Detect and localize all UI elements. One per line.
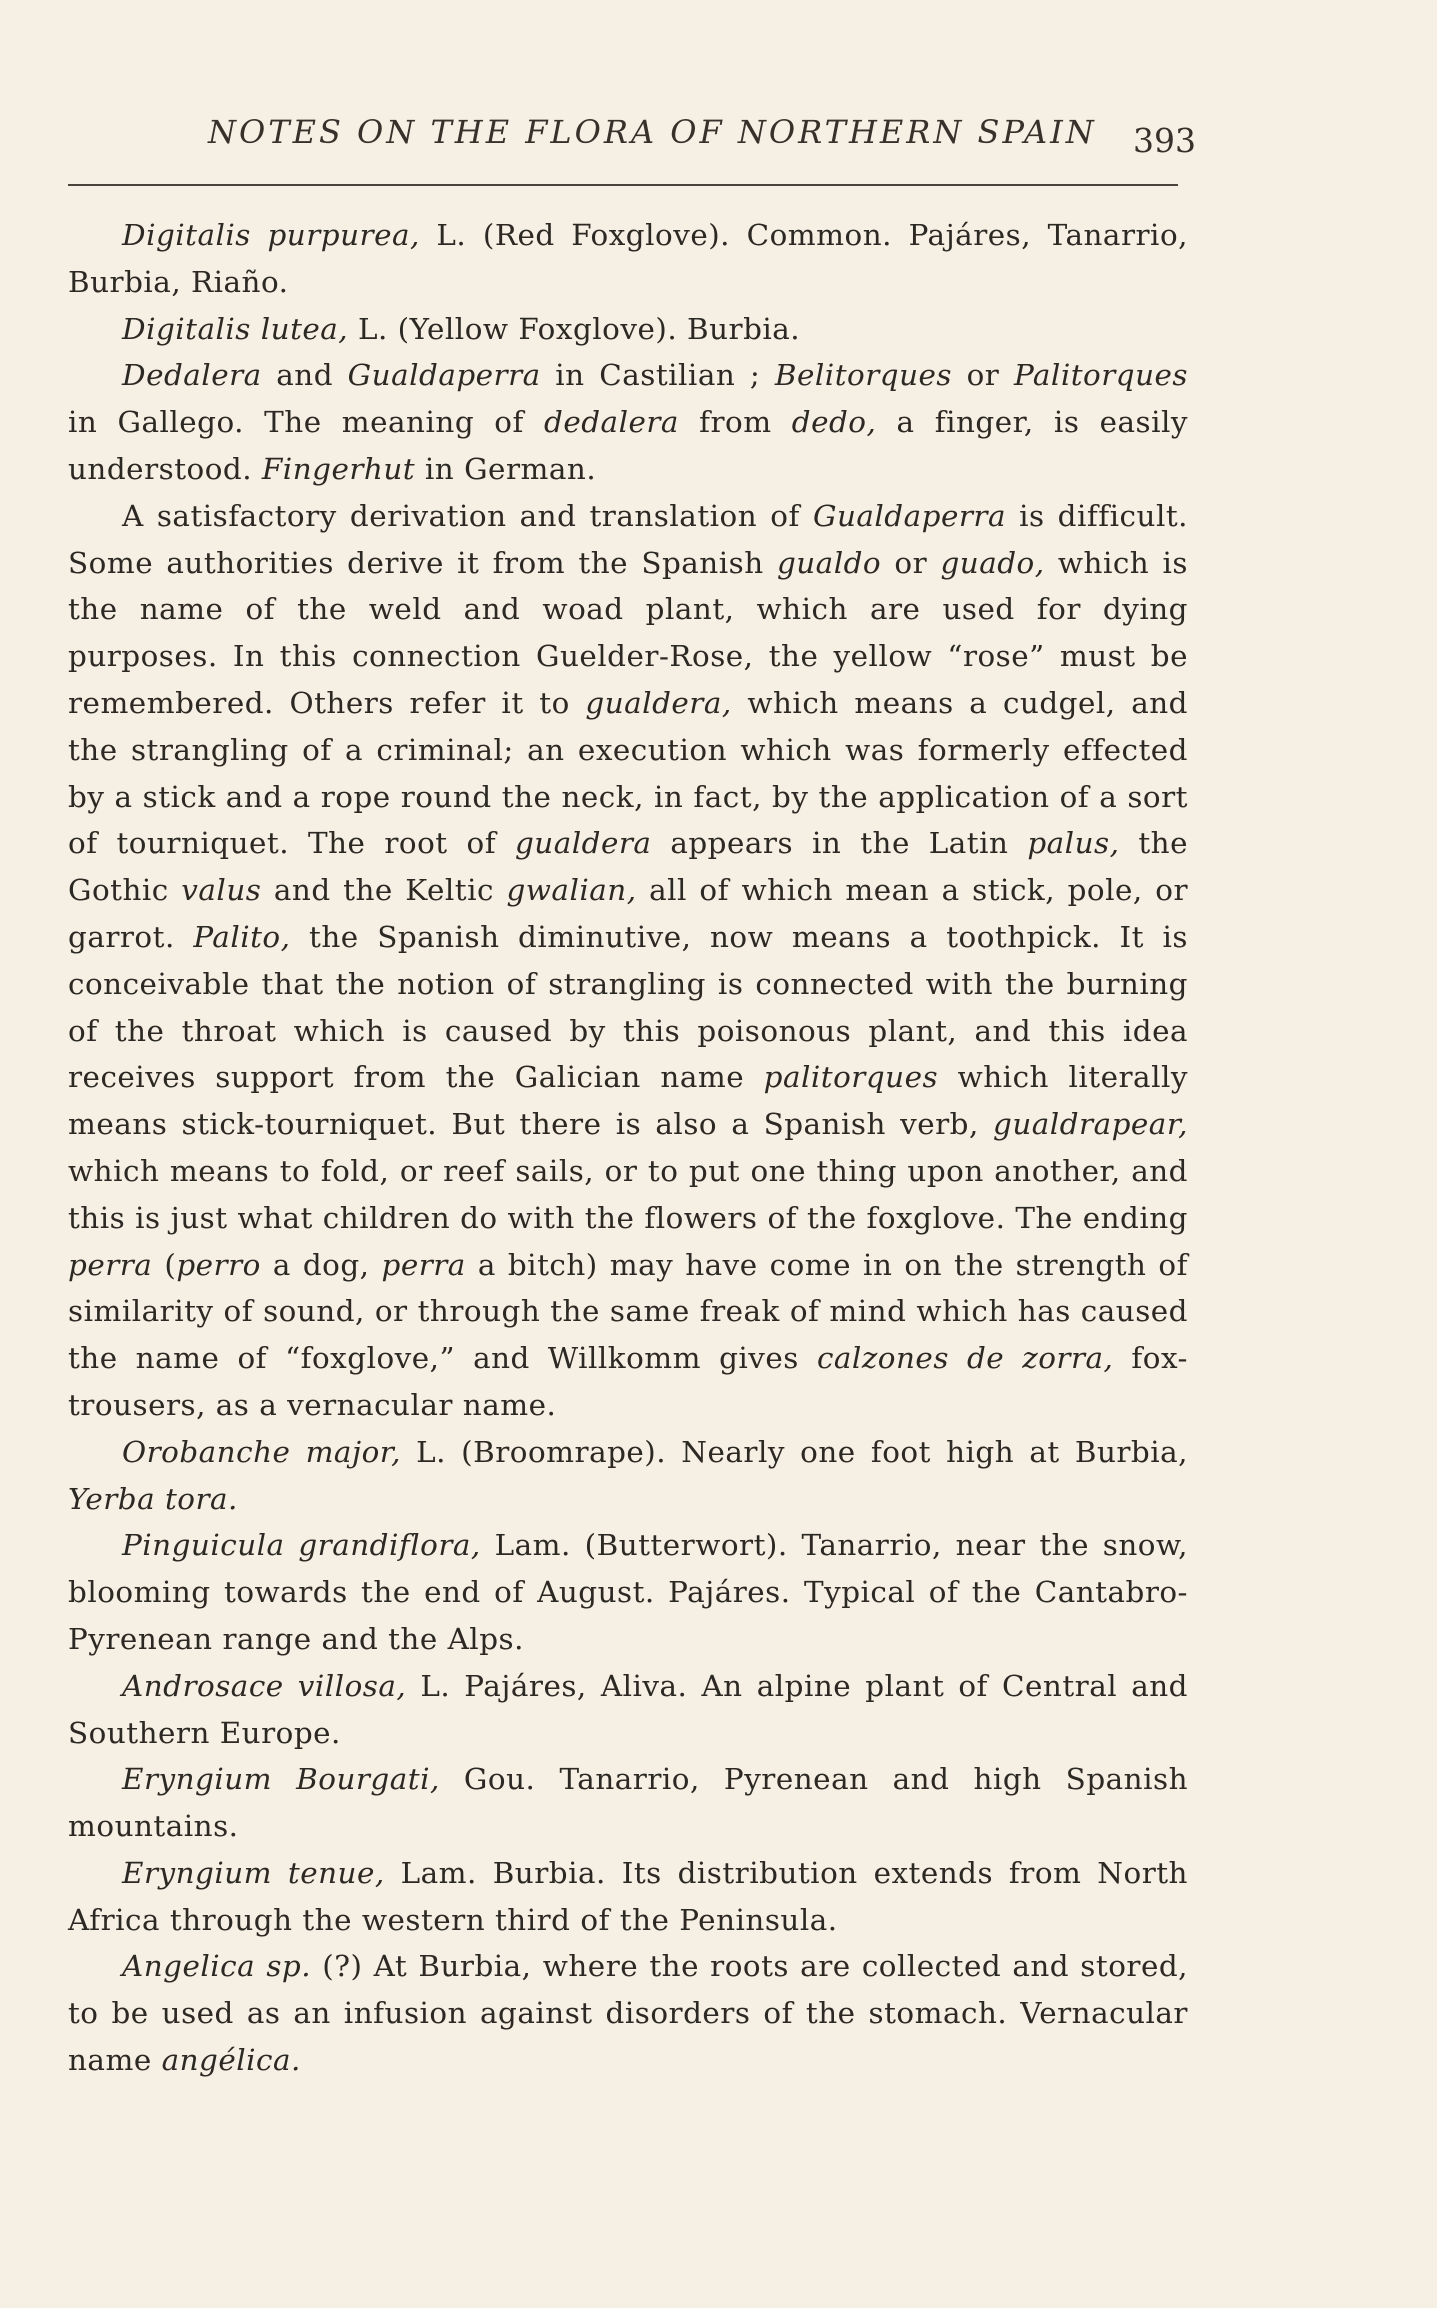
italic-term: Gualdaperra: [812, 498, 1006, 533]
italic-term: calzones de zorra,: [816, 1341, 1114, 1376]
species-name: Angelica sp.: [122, 1949, 312, 1984]
species-name: Digitalis lutea,: [122, 311, 349, 346]
entry-eryngium-bourgati: [68, 1756, 1188, 1850]
entry-digitalis-purpurea: [68, 212, 1188, 306]
entry-androsace-villosa: [68, 1663, 1188, 1757]
entry-gualdaperra-derivation: [68, 493, 1188, 1429]
entry-text: a bitch) may have come in on the strength of similarity of sound, or through the same freak of mind which has caused the name of “foxglove,” and Willkomm gives: [68, 1247, 1189, 1376]
species-name: Eryngium Bourgati,: [122, 1762, 440, 1797]
entry-text: (: [152, 1247, 177, 1282]
entry-text: the Spanish diminutive, now means a toothpick. It is conceivable that the notion of strangling is connected with the burning of the throat which is caused by this poisonous plant, and this idea receives support from the Galician name: [68, 919, 1188, 1095]
vernacular-name: Belitorques: [774, 358, 952, 393]
entry-text: L. Pajáres, Aliva. An alpine plant of Central and Southern Europe.: [68, 1668, 1188, 1750]
species-name: Orobanche major,: [122, 1434, 401, 1469]
entry-text: Gou. Tanarrio, Pyrenean and high Spanish mountains.: [68, 1762, 1188, 1844]
entry-text: A satisfactory derivation and translation of: [122, 498, 813, 533]
entry-text: L. (Red Foxglove). Common. Pajáres, Tanarrio, Burbia, Riaño.: [68, 218, 1188, 299]
vernacular-name: angélica.: [161, 2043, 301, 2078]
italic-term: gualdrapear,: [993, 1107, 1188, 1142]
italic-term: perra: [68, 1247, 153, 1282]
entry-orobanche-major: [68, 1429, 1188, 1523]
vernacular-name: Dedalera: [122, 358, 262, 393]
entry-pinguicula-grandiflora: [68, 1522, 1188, 1662]
entry-text: or: [881, 545, 941, 580]
entry-text: and: [261, 358, 348, 393]
entry-text: a finger, is easily understood.: [68, 405, 1188, 486]
entry-text: which is the name of the weld and woad plant, which are used for dying purposes. In this connection Guelder-Rose, the yellow “rose” must be remembered. Others refer it to: [68, 545, 1189, 720]
entry-text: the Gothic: [68, 826, 1188, 908]
entry-text: all of which mean a stick, pole, or garrot.: [68, 873, 1188, 954]
entry-text: fox-trousers, as a vernacular name.: [68, 1341, 1188, 1422]
species-name: Pinguicula grandiflora,: [122, 1528, 481, 1563]
entry-text: is difficult. Some authorities derive it from the Spanish: [68, 498, 1188, 580]
entry-text: from: [678, 405, 792, 440]
italic-term: palus,: [1027, 826, 1120, 861]
species-name: Digitalis purpurea,: [122, 218, 420, 252]
vernacular-name: Fingerhut: [261, 451, 416, 486]
species-name: Eryngium tenue,: [122, 1855, 385, 1890]
species-name: Androsace villosa,: [122, 1668, 407, 1703]
italic-term: gualdo: [776, 545, 882, 580]
entry-eryngium-tenue: [68, 1850, 1188, 1944]
italic-term: Palito,: [193, 919, 291, 954]
entry-text: which literally means stick-tourniquet. But there is also a Spanish verb,: [68, 1060, 1188, 1142]
entry-angelica: [68, 1943, 1188, 2083]
entry-text: a dog,: [260, 1247, 382, 1282]
entry-text: appears in the Latin: [651, 826, 1028, 861]
entry-text: in Castilian ;: [540, 358, 775, 393]
entry-text: in German.: [415, 451, 597, 486]
entry-text: L. (Broomrape). Nearly one foot high at Burbia,: [400, 1434, 1189, 1469]
italic-term: gualdera,: [585, 685, 732, 720]
italic-term: perra: [381, 1247, 466, 1282]
entry-text: in Gallego. The meaning of: [68, 405, 545, 440]
entry-text: (?) At Burbia, where the roots are collected and stored, to be used as an infusion against disorders of the stomach. Vernacular name: [68, 1949, 1188, 2078]
page-number: 393: [1133, 121, 1196, 160]
vernacular-name: Gualdaperra: [347, 358, 541, 393]
entry-text: which means to fold, or reef sails, or to put one thing upon another, and this is just what children do with the flowers of the foxglove. The ending: [68, 1153, 1188, 1235]
running-header-title: NOTES ON THE FLORA OF NORTHERN SPAIN: [208, 113, 1097, 151]
header-rule: [68, 184, 1178, 186]
italic-term: gwalian,: [506, 873, 637, 908]
italic-term: palitorques: [763, 1060, 939, 1095]
entry-text: or: [951, 358, 1014, 393]
vernacular-name: dedalera: [544, 405, 679, 440]
italic-term: gualdera: [514, 826, 652, 861]
entry-text: L. (Yellow Foxglove). Burbia.: [348, 311, 801, 346]
italic-term: valus: [181, 873, 262, 908]
vernacular-name: Yerba tora.: [68, 1481, 238, 1516]
vernacular-name: Palitorques: [1013, 358, 1189, 393]
vernacular-name: dedo,: [791, 405, 877, 440]
entry-text: which means a cudgel, and the strangling of a criminal; an execution which was formerly effected by a stick and a rope round the neck, in fact, by the application of a sort of tourniquet. The root of: [68, 685, 1188, 861]
italic-term: perro: [176, 1247, 261, 1282]
body-text: [68, 212, 1188, 2084]
entry-text: Lam. Burbia. Its distribution extends from North Africa through the western third of the Peninsula.: [68, 1855, 1188, 1937]
entry-text: Lam. (Butterwort). Tanarrio, near the snow, blooming towards the end of August. Pajáres. Typical of the Cantabro-Pyrenean range and the Alps.: [68, 1528, 1188, 1656]
entry-text: and the Keltic: [261, 873, 507, 908]
italic-term: guado,: [940, 545, 1045, 580]
entry-dedalera: [68, 352, 1188, 492]
entry-digitalis-lutea: [68, 306, 1188, 353]
